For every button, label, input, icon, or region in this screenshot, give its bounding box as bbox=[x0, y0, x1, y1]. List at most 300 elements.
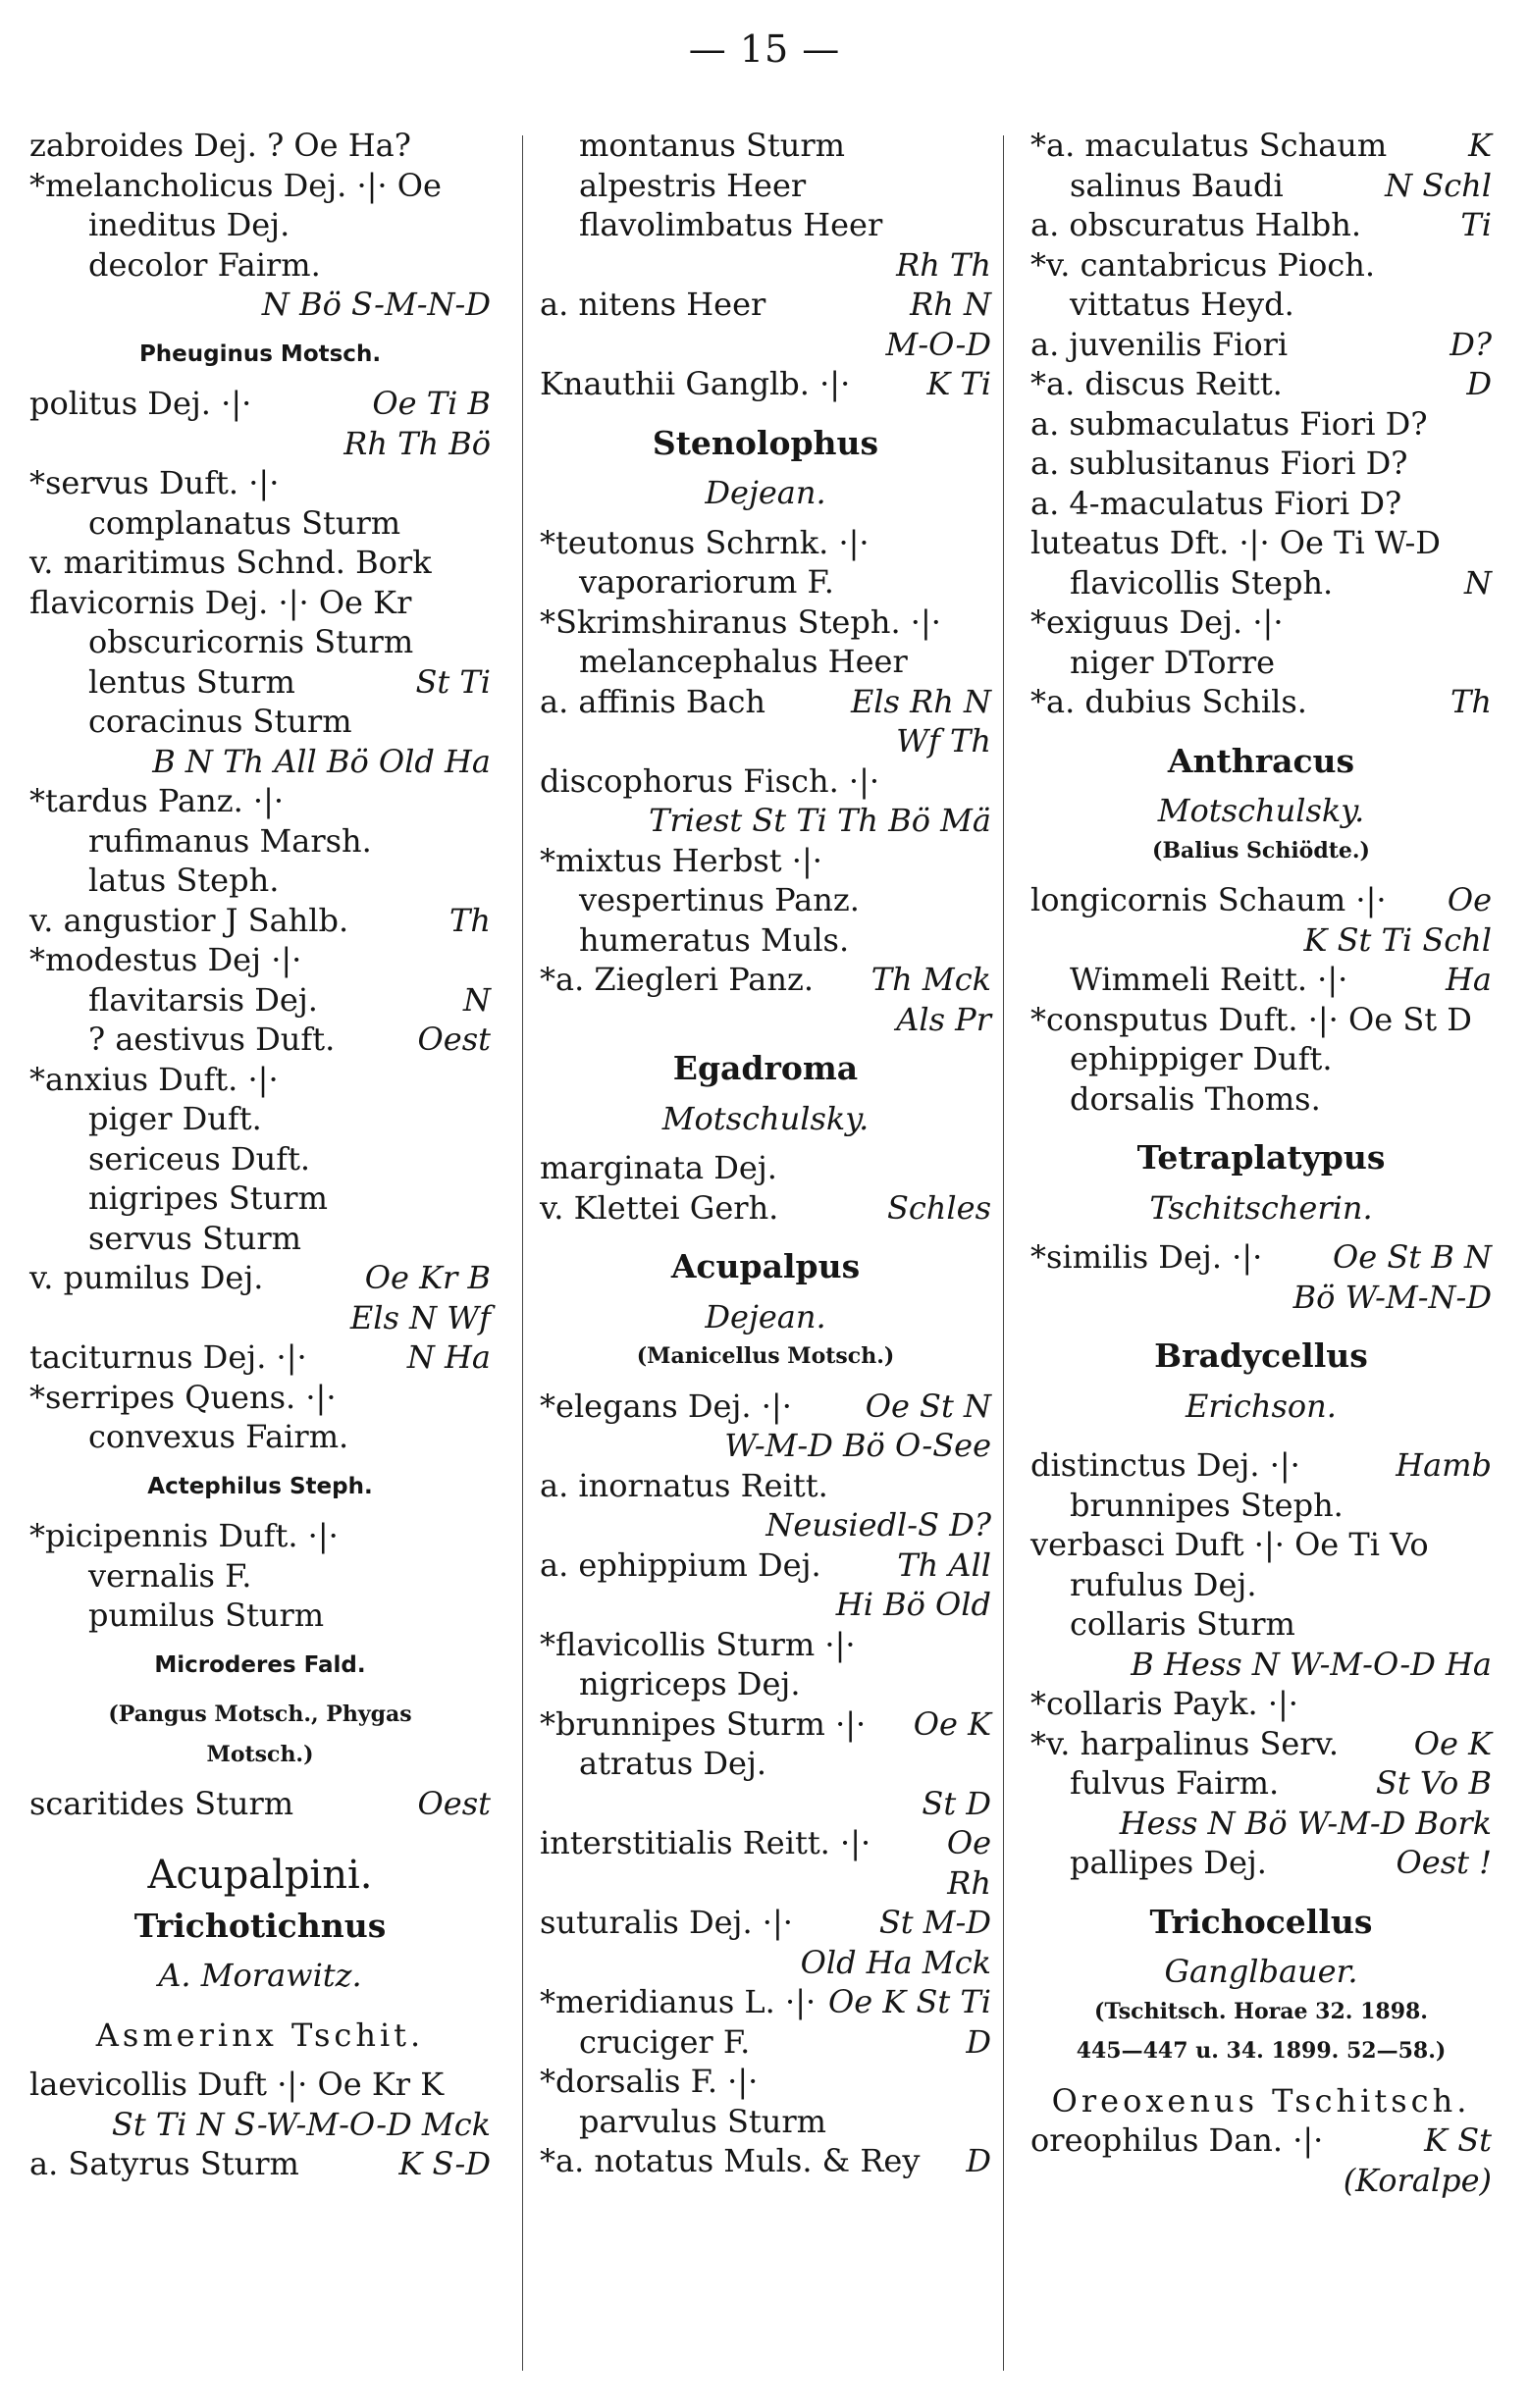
locality-continuation bbox=[540, 1426, 991, 1466]
spacer bbox=[1030, 1883, 1492, 1903]
spacer bbox=[29, 374, 491, 384]
entry-text: a. ephippium Dej. bbox=[540, 1545, 821, 1584]
genus-heading bbox=[29, 1907, 491, 1947]
entry-text: Als Pr bbox=[896, 1000, 991, 1038]
species-entry bbox=[1030, 1237, 1492, 1278]
genus-heading bbox=[1030, 1138, 1492, 1178]
spacer bbox=[1030, 1377, 1492, 1387]
entry-text: Trichotichnus bbox=[133, 1906, 387, 1945]
locality-text: D bbox=[966, 2022, 991, 2061]
spacer bbox=[29, 1774, 491, 1784]
entry-text: flavitarsis Dej. bbox=[88, 980, 318, 1019]
species-entry bbox=[29, 245, 491, 286]
entry-text: Hi Bö Old bbox=[835, 1586, 991, 1623]
entry-text: (Pangus Motsch., Phygas bbox=[108, 1701, 412, 1727]
entry-text: politus Dej. ·|· bbox=[29, 385, 252, 422]
entry-text: vittatus Heyd. bbox=[1070, 286, 1294, 323]
locality-text: Oe bbox=[1447, 881, 1492, 918]
entry-text: complanatus Sturm bbox=[88, 503, 401, 542]
species-entry bbox=[1030, 245, 1492, 286]
species-entry bbox=[1030, 444, 1492, 484]
species-entry bbox=[540, 642, 991, 682]
genus-heading bbox=[1030, 742, 1492, 782]
species-entry bbox=[540, 1545, 991, 1586]
locality-continuation bbox=[540, 721, 991, 761]
entry-text: vaporariorum F. bbox=[579, 563, 834, 601]
genus-author bbox=[29, 1956, 491, 1996]
locality-continuation bbox=[540, 245, 991, 286]
entry-text: parvulus Sturm bbox=[579, 2102, 827, 2140]
entry-text: a. sublusitanus Fiori D? bbox=[1030, 445, 1408, 482]
spacer bbox=[29, 325, 491, 335]
genus-heading bbox=[29, 335, 491, 375]
species-entry bbox=[540, 602, 991, 643]
spacer bbox=[540, 513, 991, 523]
entry-text: a. juvenilis Fiori bbox=[1030, 325, 1289, 363]
species-entry bbox=[29, 781, 491, 821]
species-entry bbox=[1030, 205, 1492, 245]
entry-text: v. Klettei Gerh. bbox=[540, 1188, 779, 1227]
species-entry bbox=[1030, 126, 1492, 166]
entry-text: decolor Fairm. bbox=[88, 245, 321, 284]
entry-text: distinctus Dej. ·|· bbox=[1030, 1446, 1300, 1484]
entry-text: vespertinus Panz. bbox=[579, 881, 860, 918]
genus-author bbox=[540, 1297, 991, 1337]
entry-text: laevicollis Duft ·|· Oe Kr K bbox=[29, 2066, 445, 2103]
genus-heading bbox=[29, 1646, 491, 1686]
genus-heading bbox=[540, 1049, 991, 1089]
entry-text: taciturnus Dej. ·|· bbox=[29, 1338, 307, 1376]
entry-text: discophorus Fisch. ·|· bbox=[540, 761, 880, 800]
locality-text: Th bbox=[449, 901, 491, 939]
entry-text: Rh Th Bö bbox=[343, 424, 491, 462]
entry-text: Egadroma bbox=[672, 1049, 859, 1087]
entry-text: v. angustior J Sahlb. bbox=[29, 901, 349, 939]
entry-text: (Koralpe) bbox=[1343, 2161, 1492, 2199]
synonym-note bbox=[1030, 1992, 1492, 2032]
spacer bbox=[29, 1457, 491, 1467]
entry-text: flavicollis Steph. bbox=[1070, 563, 1334, 602]
species-entry bbox=[540, 285, 991, 325]
locality-text: Oe Ti B bbox=[372, 385, 491, 422]
species-entry bbox=[29, 205, 491, 245]
entry-text: Rh Th bbox=[896, 245, 991, 284]
entry-text: a. submaculatus Fiori D? bbox=[1030, 404, 1428, 443]
locality-continuation bbox=[540, 1000, 991, 1040]
spacer bbox=[1030, 2071, 1492, 2081]
entry-text: *similis Dej. ·|· bbox=[1030, 1238, 1263, 1276]
genus-heading bbox=[1030, 1903, 1492, 1943]
spacer bbox=[1030, 1942, 1492, 1952]
entry-text: rufulus Dej. bbox=[1070, 1565, 1257, 1603]
species-entry bbox=[29, 622, 491, 662]
column-2 bbox=[540, 126, 991, 2181]
species-entry bbox=[29, 1060, 491, 1100]
entry-text: Hess N Bö W-M-D Bork bbox=[1119, 1804, 1492, 1842]
species-entry bbox=[1030, 1525, 1492, 1565]
entry-text: *a. discus Reitt. bbox=[1030, 365, 1283, 402]
entry-text: fulvus Fairm. bbox=[1070, 1764, 1280, 1802]
locality-text: N bbox=[463, 980, 491, 1019]
species-entry bbox=[1030, 1724, 1492, 1764]
locality-continuation bbox=[1030, 1645, 1492, 1685]
spacer bbox=[29, 1996, 491, 2015]
spacer bbox=[1030, 722, 1492, 742]
locality-text: Hamb bbox=[1396, 1446, 1492, 1484]
species-entry bbox=[29, 503, 491, 544]
genus-heading bbox=[1030, 1336, 1492, 1377]
locality-continuation bbox=[1030, 1278, 1492, 1318]
entry-text: *servus Duft. ·|· bbox=[29, 464, 280, 501]
locality-continuation bbox=[1030, 1804, 1492, 1844]
entry-text: Trichocellus bbox=[1149, 1902, 1373, 1941]
entry-text: interstitialis Reitt. ·|· bbox=[540, 1824, 871, 1861]
species-entry bbox=[29, 1784, 491, 1824]
genus-author bbox=[1030, 1387, 1492, 1427]
species-entry bbox=[540, 1148, 991, 1188]
entry-text: a. inornatus Reitt. bbox=[540, 1466, 828, 1504]
entry-text: Erichson. bbox=[1186, 1387, 1337, 1425]
locality-text: N Ha bbox=[406, 1338, 491, 1376]
entry-text: Motschulsky. bbox=[661, 1099, 870, 1137]
entry-text: Bö W-M-N-D bbox=[1292, 1278, 1492, 1316]
species-entry bbox=[29, 1337, 491, 1378]
species-entry bbox=[29, 1178, 491, 1219]
entry-text: Tetraplatypus bbox=[1136, 1138, 1386, 1177]
entry-text: convexus Fairm. bbox=[88, 1418, 349, 1455]
spacer bbox=[29, 1636, 491, 1646]
species-entry bbox=[1030, 285, 1492, 325]
locality-text: Oe K bbox=[1413, 1724, 1492, 1762]
entry-text: St D bbox=[922, 1784, 991, 1822]
species-entry bbox=[540, 2141, 991, 2181]
entry-text: *a. notatus Muls. & Rey bbox=[540, 2142, 921, 2179]
synonym-note bbox=[29, 1735, 491, 1775]
entry-text: Wf Th bbox=[896, 722, 991, 759]
spacer bbox=[540, 1228, 991, 1247]
locality-text: N Schl bbox=[1385, 166, 1492, 204]
entry-text: *serripes Quens. ·|· bbox=[29, 1378, 337, 1416]
entry-text: Motschulsky. bbox=[1157, 792, 1365, 829]
species-entry bbox=[540, 523, 991, 563]
spacer bbox=[540, 1039, 991, 1049]
entry-text: a. nitens Heer bbox=[540, 286, 766, 323]
species-entry bbox=[540, 920, 991, 961]
entry-text: a. affinis Bach bbox=[540, 682, 766, 720]
species-entry bbox=[540, 1625, 991, 1665]
locality-text: St Vo B bbox=[1375, 1764, 1492, 1802]
species-entry bbox=[540, 682, 991, 722]
species-entry bbox=[29, 1099, 491, 1139]
entry-text: flavicornis Dej. ·|· Oe Kr bbox=[29, 583, 412, 621]
species-entry bbox=[540, 1823, 991, 1863]
spacer bbox=[1030, 781, 1492, 791]
entry-text: *dorsalis F. ·|· bbox=[540, 2063, 759, 2100]
entry-text: pumilus Sturm bbox=[88, 1597, 325, 1634]
locality-text: Oe St N bbox=[865, 1387, 991, 1425]
entry-text: *modestus Dej ·|· bbox=[29, 941, 302, 978]
spacer bbox=[1030, 1119, 1492, 1138]
locality-text: Ha bbox=[1446, 961, 1492, 998]
species-entry bbox=[29, 2144, 491, 2184]
species-entry bbox=[29, 821, 491, 862]
entry-text: a. obscuratus Halbh. bbox=[1030, 206, 1362, 243]
entry-text: *exiguus Dej. ·|· bbox=[1030, 603, 1284, 641]
spacer bbox=[540, 1089, 991, 1099]
genus-author bbox=[540, 1099, 991, 1139]
species-entry bbox=[29, 166, 491, 206]
species-entry bbox=[29, 702, 491, 742]
locality-text: Th Mck bbox=[870, 961, 991, 998]
entry-text: *consputus Duft. ·|· Oe St D bbox=[1030, 1000, 1472, 1038]
entry-text: *picipennis Duft. ·|· bbox=[29, 1517, 339, 1554]
locality-text: D? bbox=[1450, 325, 1492, 363]
entry-text: B N Th All Bö Old Ha bbox=[152, 742, 491, 780]
species-entry bbox=[1030, 1763, 1492, 1804]
entry-text: *elegans Dej. ·|· bbox=[540, 1387, 792, 1425]
locality-continuation bbox=[540, 1585, 991, 1625]
subgenus-heading bbox=[1030, 2081, 1492, 2121]
species-entry bbox=[540, 1387, 991, 1427]
species-entry bbox=[29, 1596, 491, 1636]
species-entry bbox=[29, 1378, 491, 1418]
entry-text: humeratus Muls. bbox=[579, 920, 850, 959]
synonym-note bbox=[540, 1336, 991, 1377]
genus-heading bbox=[540, 1247, 991, 1287]
species-entry bbox=[29, 1258, 491, 1298]
entry-text: collaris Sturm bbox=[1070, 1605, 1295, 1643]
spacer bbox=[540, 1138, 991, 1148]
species-entry bbox=[1030, 1039, 1492, 1079]
species-entry bbox=[1030, 1684, 1492, 1724]
species-entry bbox=[29, 543, 491, 583]
locality-continuation bbox=[540, 1863, 991, 1904]
locality-text: Rh N bbox=[910, 286, 991, 323]
species-entry bbox=[1030, 563, 1492, 603]
entry-text: montanus Sturm bbox=[579, 127, 845, 164]
species-entry bbox=[29, 662, 491, 703]
species-entry bbox=[1030, 682, 1492, 722]
species-entry bbox=[1030, 2120, 1492, 2161]
entry-text: luteatus Dft. ·|· Oe Ti W-D bbox=[1030, 524, 1441, 561]
entry-text: Dejean. bbox=[705, 474, 826, 511]
column-divider bbox=[1003, 135, 1004, 2371]
species-entry bbox=[540, 2102, 991, 2142]
entry-text: *brunnipes Sturm ·|· bbox=[540, 1704, 867, 1743]
species-entry bbox=[29, 1020, 491, 1060]
entry-text: verbasci Duft ·|· Oe Ti Vo bbox=[1030, 1526, 1429, 1563]
spacer bbox=[29, 2055, 491, 2065]
species-entry bbox=[29, 1516, 491, 1556]
entry-text: *mixtus Herbst ·|· bbox=[540, 841, 822, 879]
entry-text: B Hess N W-M-O-D Ha bbox=[1131, 1645, 1492, 1683]
entry-text: nigriceps Dej. bbox=[579, 1665, 801, 1702]
page-number: — 15 — bbox=[688, 27, 841, 71]
entry-text: *a. dubius Schils. bbox=[1030, 683, 1307, 720]
entry-text: ephippiger Duft. bbox=[1070, 1040, 1333, 1077]
species-entry bbox=[1030, 643, 1492, 683]
species-entry bbox=[29, 463, 491, 503]
entry-text: Anthracus bbox=[1167, 741, 1355, 780]
species-entry bbox=[1030, 404, 1492, 445]
entry-text: scaritides Sturm bbox=[29, 1785, 294, 1822]
entry-text: Bradycellus bbox=[1154, 1336, 1368, 1375]
entry-text: salinus Baudi bbox=[1070, 166, 1284, 204]
entry-text: *tardus Panz. ·|· bbox=[29, 782, 285, 819]
entry-text: pallipes Dej. bbox=[1070, 1844, 1267, 1881]
synonym-note bbox=[29, 1695, 491, 1735]
locality-text: D bbox=[966, 2142, 991, 2179]
spacer bbox=[29, 1946, 491, 1956]
species-entry bbox=[29, 980, 491, 1021]
subgenus-heading bbox=[29, 2015, 491, 2056]
entry-text: *melancholicus Dej. ·|· Oe bbox=[29, 166, 442, 204]
entry-text: Pheuginus Motsch. bbox=[138, 340, 382, 367]
spacer bbox=[29, 1824, 491, 1844]
locality-continuation bbox=[540, 1505, 991, 1545]
species-entry bbox=[1030, 166, 1492, 206]
entry-text: A. Morawitz. bbox=[158, 1957, 362, 1994]
spacer bbox=[1030, 1317, 1492, 1336]
entry-text: a. Satyrus Sturm bbox=[29, 2145, 299, 2182]
entry-text: Rh bbox=[947, 1863, 991, 1902]
species-entry bbox=[540, 2022, 991, 2063]
entry-text: piger Duft. bbox=[88, 1100, 262, 1137]
locality-text: D bbox=[1466, 365, 1492, 402]
species-entry bbox=[540, 205, 991, 245]
entry-text: Ganglbauer. bbox=[1164, 1953, 1358, 1990]
entry-text: suturalis Dej. ·|· bbox=[540, 1904, 793, 1941]
entry-text: atratus Dej. bbox=[579, 1745, 767, 1782]
spacer bbox=[29, 1506, 491, 1516]
spacer bbox=[29, 1685, 491, 1695]
entry-text: *teutonus Schrnk. ·|· bbox=[540, 523, 870, 561]
entry-text: Neusiedl-S D? bbox=[765, 1506, 991, 1544]
species-entry bbox=[1030, 484, 1492, 524]
entry-text: *v. harpalinus Serv. bbox=[1030, 1724, 1340, 1762]
locality-text: St M-D bbox=[878, 1904, 991, 1941]
entry-text: Els N Wf bbox=[349, 1298, 491, 1336]
locality-text: Th All bbox=[897, 1545, 991, 1584]
species-entry bbox=[29, 126, 491, 166]
entry-text: *anxius Duft. ·|· bbox=[29, 1060, 279, 1098]
entry-text: Knauthii Ganglb. ·|· bbox=[540, 365, 851, 402]
locality-text: Oe Kr B bbox=[364, 1259, 491, 1296]
species-entry bbox=[29, 861, 491, 901]
entry-text: servus Sturm bbox=[88, 1219, 301, 1257]
species-entry bbox=[29, 1417, 491, 1457]
species-entry bbox=[540, 364, 991, 404]
entry-text: latus Steph. bbox=[88, 862, 280, 899]
species-entry bbox=[540, 1704, 991, 1745]
locality-continuation bbox=[540, 325, 991, 365]
entry-text: (Balius Schiödte.) bbox=[1152, 837, 1370, 864]
species-entry bbox=[29, 1219, 491, 1259]
spacer bbox=[1030, 1426, 1492, 1445]
locality-text: Ti bbox=[1460, 206, 1492, 243]
genus-author bbox=[1030, 791, 1492, 831]
species-entry bbox=[540, 1466, 991, 1506]
entry-text: Old Ha Mck bbox=[800, 1943, 991, 1981]
entry-text: *Skrimshiranus Steph. ·|· bbox=[540, 602, 941, 641]
species-entry bbox=[1030, 960, 1492, 1000]
genus-heading bbox=[540, 424, 991, 464]
entry-text: *meridianus L. ·|· bbox=[540, 1983, 817, 2020]
species-entry bbox=[1030, 1843, 1492, 1883]
entry-text: Triest St Ti Th Bö Mä bbox=[649, 802, 991, 839]
entry-text: (Tschitsch. Horae 32. 1898. bbox=[1094, 1998, 1428, 2024]
spacer bbox=[540, 1377, 991, 1387]
species-entry bbox=[1030, 325, 1492, 365]
entry-text: cruciger F. bbox=[579, 2022, 751, 2061]
entry-text: oreophilus Dan. ·|· bbox=[1030, 2121, 1324, 2159]
species-entry bbox=[1030, 1000, 1492, 1040]
locality-text: Oe K St Ti bbox=[828, 1983, 991, 2020]
spacer bbox=[1030, 1228, 1492, 1237]
locality-continuation bbox=[540, 1943, 991, 1983]
locality-text: Oest bbox=[417, 1021, 491, 1058]
entry-text: rufimanus Marsh. bbox=[88, 821, 372, 860]
species-entry bbox=[1030, 602, 1492, 643]
species-entry bbox=[540, 960, 991, 1000]
entry-text: Tschitscherin. bbox=[1149, 1188, 1373, 1227]
locality-continuation bbox=[29, 2105, 491, 2145]
entry-text: Stenolophus bbox=[652, 423, 879, 462]
species-entry bbox=[540, 1903, 991, 1943]
locality-text: Els Rh N bbox=[850, 682, 991, 720]
species-entry bbox=[540, 1188, 991, 1229]
locality-text: K S-D bbox=[398, 2145, 491, 2182]
entry-text: obscuricornis Sturm bbox=[88, 623, 414, 660]
spacer bbox=[1030, 1178, 1492, 1188]
entry-text: Microderes Fald. bbox=[154, 1651, 366, 1678]
entry-text: ineditus Dej. bbox=[88, 206, 290, 243]
species-entry bbox=[540, 1982, 991, 2022]
genus-author bbox=[1030, 1188, 1492, 1229]
locality-text: Oe K bbox=[913, 1704, 991, 1743]
species-entry bbox=[1030, 1486, 1492, 1526]
locality-text: K St bbox=[1424, 2121, 1492, 2159]
genus-heading bbox=[29, 1467, 491, 1507]
entry-text: lentus Sturm bbox=[88, 662, 295, 701]
locality-continuation bbox=[29, 424, 491, 464]
entry-text: M-O-D bbox=[885, 325, 991, 363]
entry-text: a. 4-maculatus Fiori D? bbox=[1030, 484, 1402, 522]
synonym-note bbox=[1030, 2031, 1492, 2071]
locality-continuation bbox=[29, 742, 491, 782]
entry-text: Asmerinx Tschit. bbox=[95, 2015, 425, 2054]
entry-text: Motsch.) bbox=[206, 1741, 314, 1767]
locality-text: Oest ! bbox=[1396, 1844, 1492, 1881]
species-entry bbox=[540, 761, 991, 802]
species-entry bbox=[540, 841, 991, 881]
species-entry bbox=[1030, 1604, 1492, 1645]
spacer bbox=[540, 404, 991, 424]
species-entry bbox=[29, 1139, 491, 1179]
species-entry bbox=[540, 166, 991, 206]
entry-text: niger DTorre bbox=[1070, 643, 1276, 681]
species-entry bbox=[540, 562, 991, 602]
genus-author bbox=[540, 473, 991, 513]
entry-text: Wimmeli Reitt. ·|· bbox=[1070, 961, 1348, 998]
entry-text: *a. Ziegleri Panz. bbox=[540, 961, 814, 998]
species-entry bbox=[1030, 880, 1492, 920]
entry-text: longicornis Schaum ·|· bbox=[1030, 881, 1387, 918]
entry-text: N Bö S-M-N-D bbox=[261, 286, 491, 323]
locality-continuation bbox=[29, 285, 491, 325]
entry-text: v. pumilus Dej. bbox=[29, 1259, 264, 1296]
locality-text: Oe St B N bbox=[1333, 1238, 1492, 1276]
